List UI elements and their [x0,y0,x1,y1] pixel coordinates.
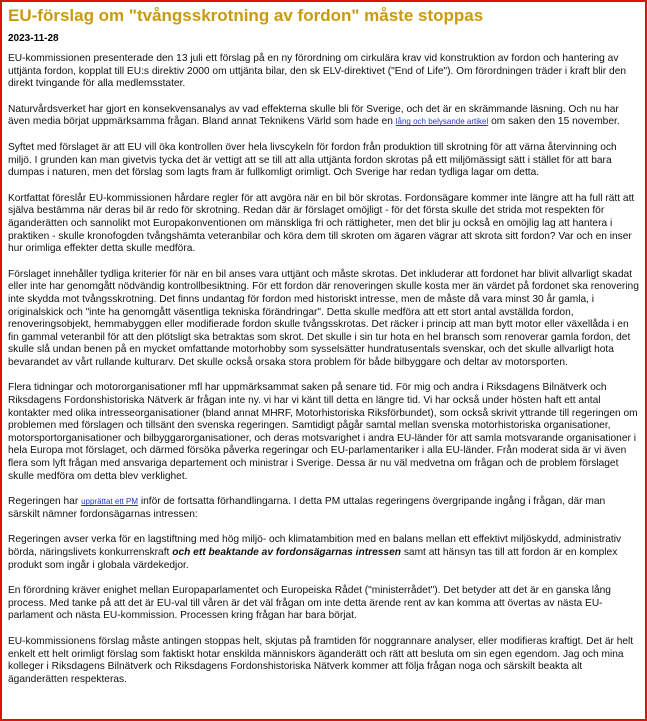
article-link[interactable]: lång och belysande artikel [395,117,489,127]
paragraph-10: EU-kommissionens förslag måste antingen stoppas helt, skjutas på framtiden för noggrannare analyser, eller modifieras kraftigt. Det är helt enkelt ett helt orimligt förslag som faktiskt hotar enskilda människors äganderätt och rätt att besluta om sin egen egendom. Jag och mina kolleger i Riksdagens Bilnätverk och Riksdagens Fordonshistoriska Nätverk kommer att följa frågan noga och särskilt beakta alt äganderätten respekteras. [8,635,634,685]
article-title: EU-förslag om "tvångsskrotning av fordon" måste stoppas [8,6,484,25]
paragraph-7-text-b: inför de fortsatta förhandlingarna. I detta PM uttalas regeringens övergripande ingång i frågan, där man särskilt nämner fordonsägarnas intressen: [8,496,606,520]
paragraph-8-quote [8,534,639,572]
pm-link[interactable]: upprättat ett PM [81,497,138,507]
paragraph-7-text-a: Regeringen har [8,496,79,508]
paragraph-5: Förslaget innehåller tydliga kriterier för när en bil anses vara uttjänt och måste skrotas. Det inkluderar att fordonet har blivit allvarligt skadat eller inte har genomgått nödvändig kontrollbesiktning. För ett fordon där renoveringen skulle kosta mer än värdet på fordonet ska renovering inte skydda mot tvångsskrotning. Det finns undantag för fordon med historiskt intresse, men de måste då vara minst 30 år gamla, i originalskick och "inte ha genomgått väsentliga tekniska förändringar". Detta skulle medföra att ett stort antal avställda fordon, renoveringsobjekt, hemmabyggen eller modifierade fordon skulle tvångsskrotas. Det räcker i princip att man bytt motor eller växellåda i en fin gammal veteranbil för att den plötsligt ska betraktas som skrot. Det skulle i sin tur hota en hel bransch som renoverar gamla fordon, det skulle slå undan benen på en mycket omfattande motorhobby som sysselsätter hundratusentals svenskar, och det skulle allvarligt hota bevarandet av vårt rullande kulturarv. Det skulle också orsaka stora problem för både bilbyggare och deltar av motorsporten. [8,268,639,368]
paragraph-2-text-a: Naturvårdsverket har gjort en konsekvensanalys av vad effekterna skulle bli för Sverige, och det är en skrämmande läsning. Och nu har även media börjat uppmärksamma frågan. Bland annat Teknikens Värld som hade en [8,103,619,128]
paragraph-6: Flera tidningar och motororganisationer mfl har uppmärksammat saken på senare tid. För mig och andra i Riksdagens Bilnätverk och Riksdagens Fordonshistoriska Nätverk är frågan inte ny. vi har vi känt till detta en längre tid. Vi har också under hösten haft ett antal kontakter med olika intresseorganisationer (bland annat MHRF, Motorhistoriska Riksförbundet), som också skrivit yttrande till regeringen om problemen med förslagen och tillsänt den svenska regeringen. Samtidigt pågår samtal mellan svenska motorhistoriska organisationer, motorsportorganisationer och bilbyggarorganisationer, och deras motsvarighet i andra EU-länder för att samla motsvarande organisationer i hela Europa mot förslaget, och därmed försöka påverka regeringar och EU-parlamentariker i alla EU-länder. Från moderat sida är vi även flera som lyft frågan med ansvariga departement och ministrar i Sverige. Dessa är nu väl medvetna om frågan och de problem förslaget skulle medföra om detta blev verklighet. [8,382,638,482]
paragraph-8-emphasis: och ett beaktande av fordonsägarnas intressen [172,547,401,558]
paragraph-1: EU-kommissionen presenterade den 13 juli ett förslag på en ny förordning om cirkulära krav vid konstruktion av fordon och hantering av uttjänta fordon, kopplat till EU:s direktiv 2000 om uttjänta bilar, den sk ELV-direktivet ("End of Life"). Om förordningen träder i kraft blir den direkt tvingande för alla medlemsstater. [8,53,627,90]
article-date: 2023-11-28 [8,33,59,44]
paragraph-7 [8,496,639,521]
paragraph-2-text-b: om saken den 15 november. [491,116,620,128]
paragraph-8-text-a: Regeringen avser verka för en lagstiftning med hög miljö- och klimatambition med en balans mellan ett effektivt miljöskydd, administrativ börda, näringslivets konkurrenskraft [8,534,622,558]
paragraph-3: Syftet med förslaget är att EU vill öka kontrollen över hela livscykeln för fordon från produktion till skrotning för att värna återvinning och miljö. I grunden kan man givetvis tycka det är vettigt att se till att alla uttjänta fordon skrotas på ett miljömässigt sätt i stället för att bara dumpas i naturen, men det förslag som lagts fram är fullkomligt orimligt. Och Sverige har redan tydliga lagar om detta. [8,141,617,179]
paragraph-2 [8,104,639,129]
paragraph-8-text-b: samt att hänsyn tas till att fordon är en komplex produkt som ingår i globala värdekedjor. [8,547,618,571]
paragraph-4: Kortfattat föreslår EU-kommissionen hårdare regler för att avgöra när en bil bör skrotas. Fordonsägare kommer inte längre att ha full rätt att själva bestämma när deras bil är redo för skrotning. Redan där är förslaget omöjligt - för det första skulle det strida mot respekten för äganderätten och sannolikt mot Europakonventionen om mänskliga fri och rättigheter, men det blir ju också en omöjlig lag att hantera i praktiken - skulle kronofogden tvångshämta veteranbilar och köra dem till skroten om ägaren vägrar att skrota sitt fordon? Var och en inser hur orimliga effekter detta skulle medföra. [8,192,635,255]
paragraph-9: En förordning kräver enighet mellan Europaparlamentet och Europeiska Rådet ("ministerrådet"). Det betyder att det är en ganska lång process. Med tanke på att det är EU-val till våren är det väl frågan om inte detta ärende rent av kan komma att övertas av nästa EU-parlament och nästa EU-kommission. Processen kring frågan har bara börjat. [8,585,611,622]
